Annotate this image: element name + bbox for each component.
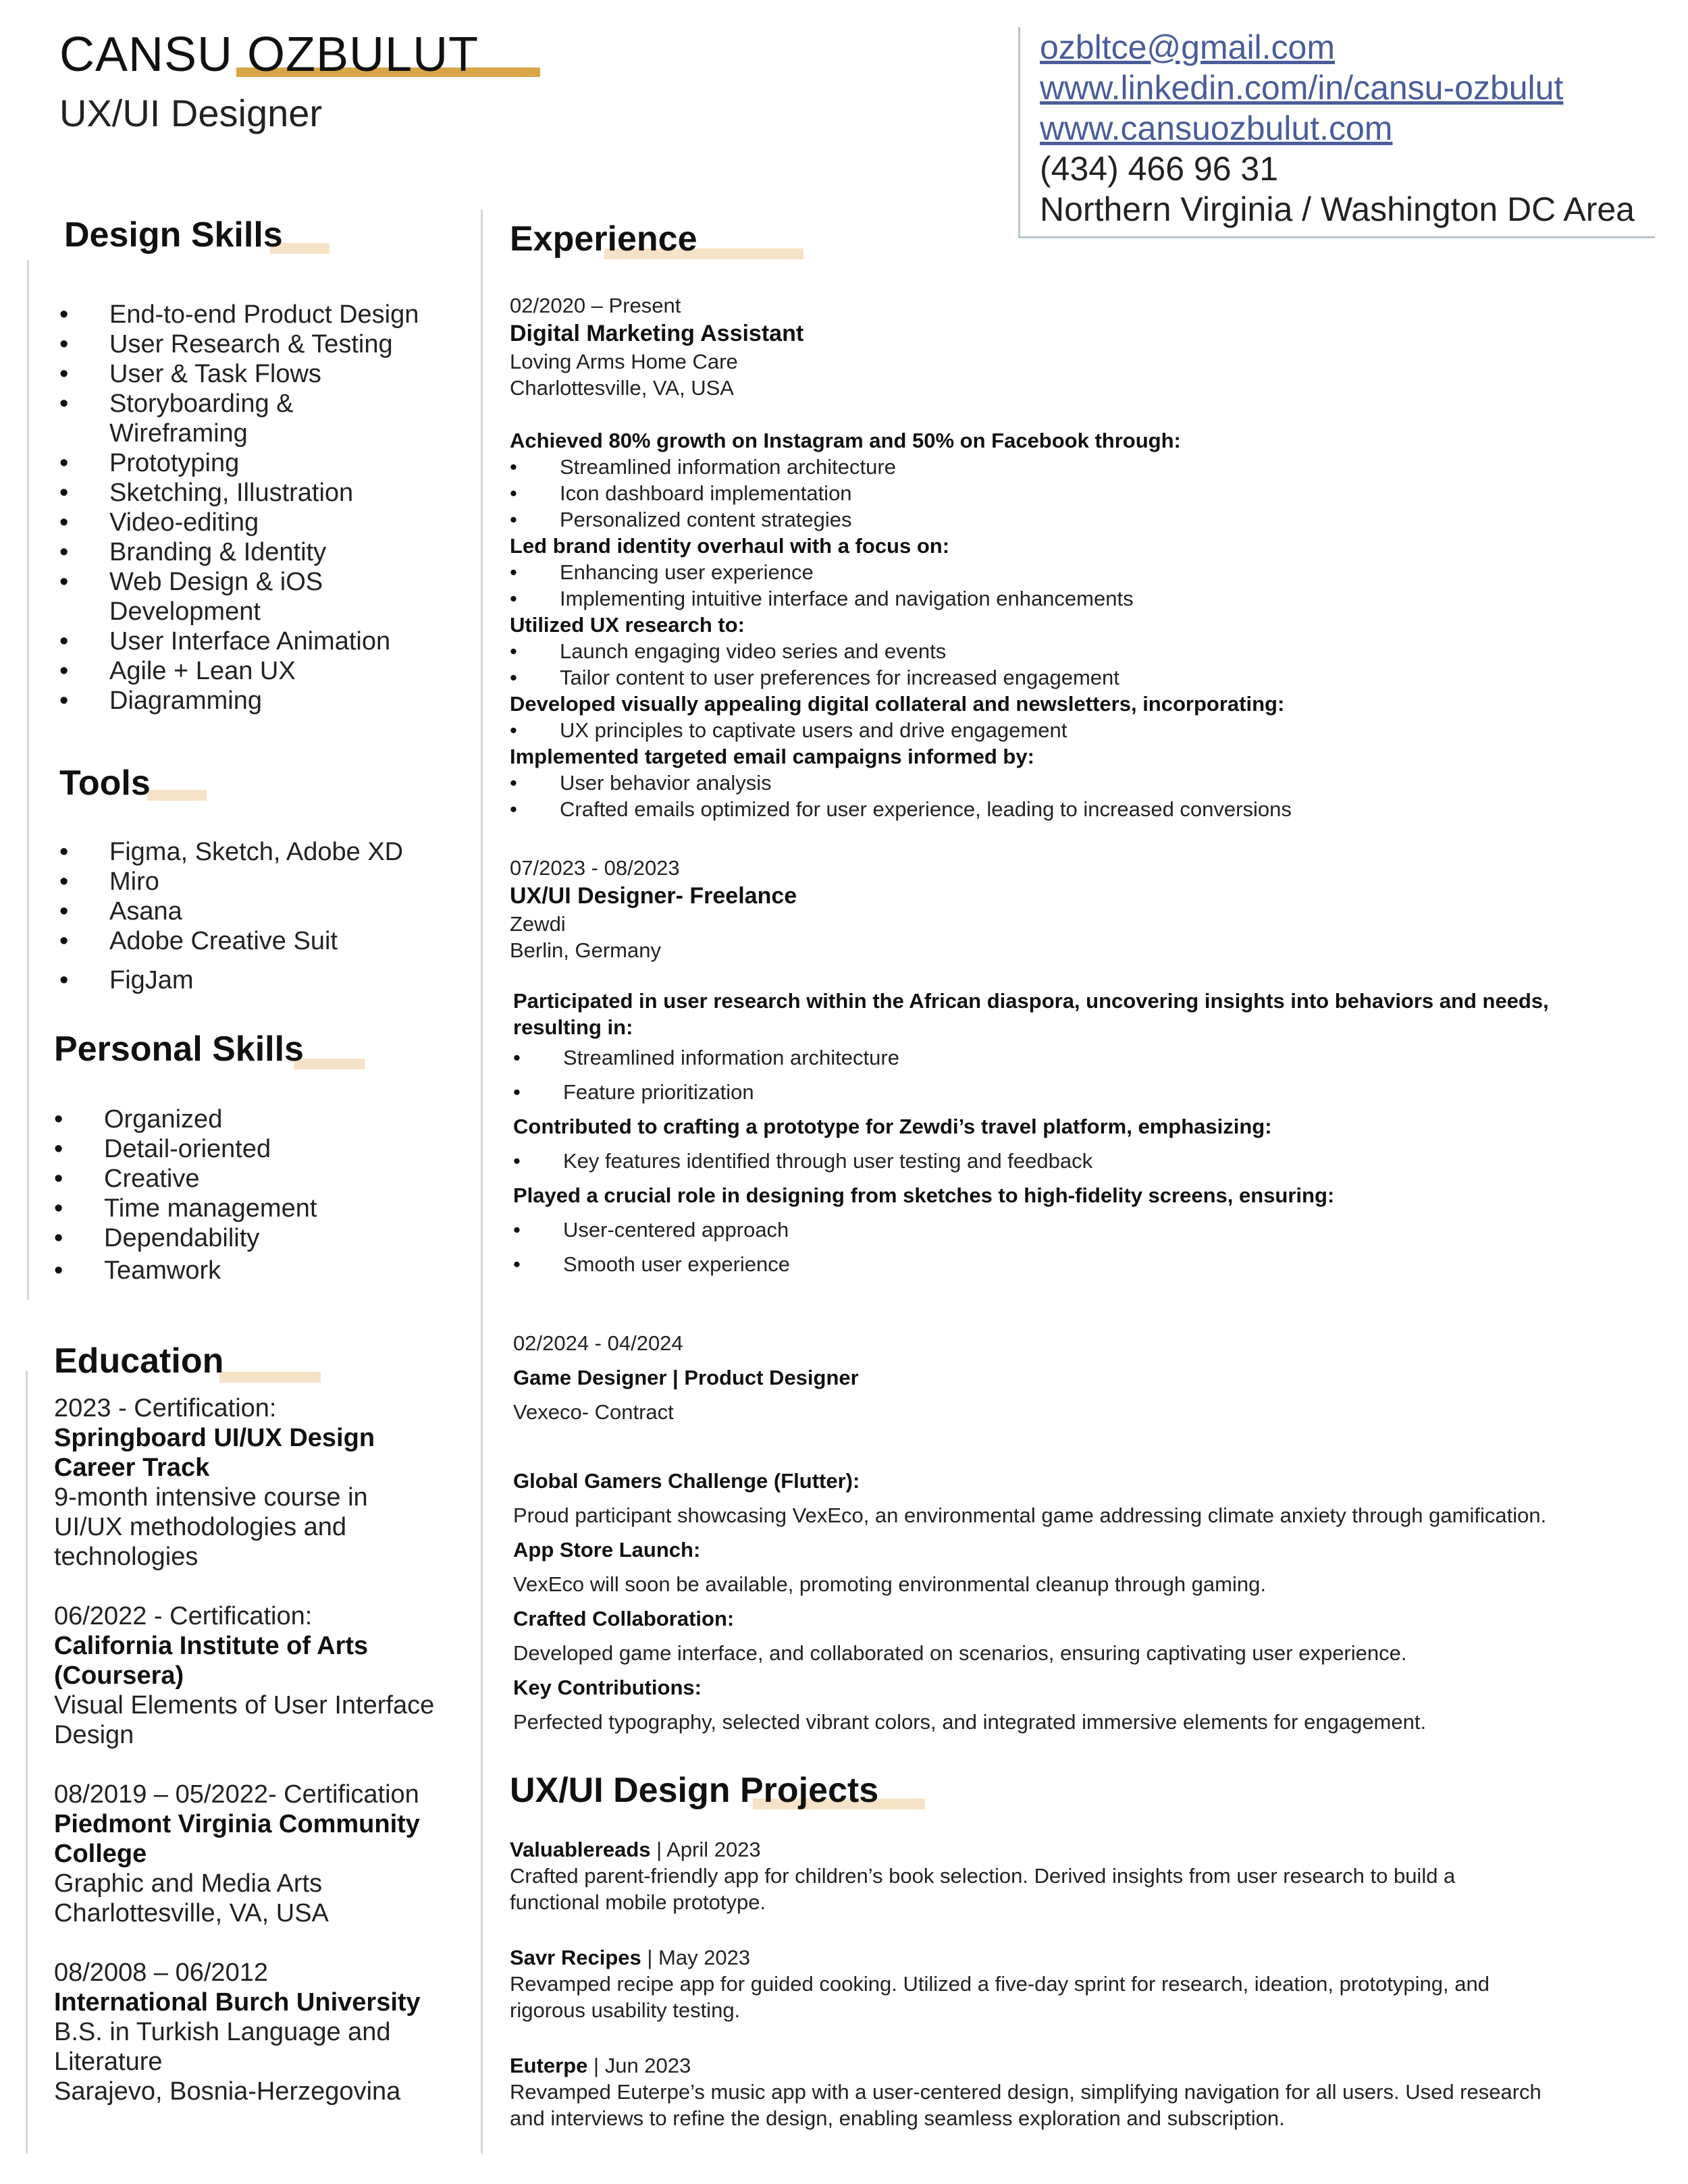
- list-item: • Branding & Identity: [59, 537, 478, 567]
- job-text: Proud participant showcasing VexEco, an environmental game addressing climate anxiety through gamification.: [513, 1503, 1547, 1527]
- job-title: Digital Marketing Assistant: [510, 321, 804, 346]
- job-1: [510, 292, 1658, 822]
- education-title: Education: [54, 1341, 224, 1381]
- project-title: Euterpe | Jun 2023: [510, 2054, 691, 2077]
- job-title: Game Designer | Product Designer: [513, 1366, 859, 1389]
- column-divider: [481, 209, 483, 2154]
- edu-detail: Graphic and Media Arts: [54, 1869, 323, 1898]
- edu-school: International Burch University: [54, 1988, 421, 2017]
- job-bullet: • Icon dashboard implementation: [510, 480, 1658, 506]
- edu-detail: technologies: [54, 1543, 199, 1571]
- list-item: • Web Design & iOS: [59, 567, 478, 597]
- list-item: • FigJam: [59, 965, 478, 995]
- phone-number: (434) 466 96 31: [1040, 150, 1279, 188]
- job-heading: Achieved 80% growth on Instagram and 50% on Facebook through:: [510, 429, 1181, 452]
- job-heading: Led brand identity overhaul with a focus on:: [510, 534, 950, 558]
- job-company: Vexeco- Contract: [513, 1400, 674, 1424]
- projects-title: UX/UI Design Projects: [510, 1771, 879, 1810]
- list-item: • Prototyping: [59, 448, 478, 478]
- job-heading: resulting in:: [513, 1015, 633, 1039]
- edu-school: Career Track: [54, 1454, 210, 1482]
- list-item: • Detail-oriented: [54, 1134, 473, 1164]
- job-location: Charlottesville, VA, USA: [510, 376, 734, 400]
- job-heading: Played a crucial role in designing from sketches to high-fidelity screens, ensuring:: [513, 1183, 1335, 1207]
- job-bullet: • User behavior analysis: [510, 770, 1658, 796]
- job-company: Loving Arms Home Care: [510, 350, 738, 373]
- personal-skills-bar: [294, 1059, 365, 1069]
- tools-bar: [147, 790, 207, 801]
- job-bullet: • Streamlined information architecture: [513, 1040, 1661, 1075]
- job-bullet: • Personalized content strategies: [510, 506, 1658, 533]
- list-item: • End-to-end Product Design: [59, 300, 478, 329]
- edu-detail: B.S. in Turkish Language and: [54, 2018, 391, 2046]
- edu-school: Springboard UI/UX Design: [54, 1424, 375, 1452]
- job-2-details: [513, 988, 1661, 1281]
- job-text: Perfected typography, selected vibrant colors, and integrated immersive elements for engagement.: [513, 1710, 1427, 1734]
- list-item: • User Interface Animation: [59, 627, 478, 656]
- job-bullet: • Enhancing user experience: [510, 559, 1658, 585]
- education-list: [54, 1393, 473, 2106]
- list-item: • Diagramming: [59, 686, 478, 716]
- design-skills-list: [59, 300, 478, 716]
- job-bullet: • User-centered approach: [513, 1213, 1661, 1247]
- list-item-continuation: Wireframing: [109, 419, 248, 448]
- personal-skills-title: Personal Skills: [54, 1030, 304, 1069]
- job-bullet: • Crafted emails optimized for user experience, leading to increased conversions: [510, 796, 1658, 822]
- edu-date: 08/2008 – 06/2012: [54, 1959, 268, 1987]
- list-item: • Agile + Lean UX: [59, 656, 478, 686]
- job-heading: App Store Launch:: [513, 1538, 701, 1562]
- job-bullet: • Streamlined information architecture: [510, 454, 1658, 480]
- list-item: • Dependability: [54, 1223, 473, 1253]
- email-link[interactable]: ozbltce@gmail.com: [1040, 28, 1336, 66]
- edu-date: 2023 - Certification:: [54, 1394, 277, 1422]
- job-bullet: • Tailor content to user preferences for increased engagement: [510, 664, 1658, 691]
- edu-detail: Charlottesville, VA, USA: [54, 1899, 329, 1927]
- job-heading: Global Gamers Challenge (Flutter):: [513, 1469, 860, 1493]
- edu-detail: Literature: [54, 2048, 163, 2076]
- job-date: 02/2020 – Present: [510, 294, 681, 317]
- projects-list: [510, 1836, 1658, 2131]
- list-item: • Video-editing: [59, 508, 478, 537]
- edu-detail: UI/UX methodologies and: [54, 1513, 347, 1541]
- job-heading: Utilized UX research to:: [510, 613, 745, 637]
- experience-title: Experience: [510, 219, 697, 259]
- job-heading: Key Contributions:: [513, 1676, 702, 1699]
- project-title: Valuablereads | April 2023: [510, 1838, 761, 1861]
- candidate-name: CANSU OZBULUT: [59, 28, 479, 82]
- candidate-role: UX/UI Designer: [59, 92, 323, 134]
- personal-skills-list: [54, 1104, 473, 1285]
- job-heading: Crafted Collaboration:: [513, 1607, 735, 1630]
- job-3: [513, 1326, 1661, 1739]
- project-desc: Revamped recipe app for guided cooking. Utilized a five-day sprint for research, ideation, prototyping, and: [510, 1972, 1489, 1996]
- job-bullet: • Key features identified through user testing and feedback: [513, 1144, 1661, 1178]
- list-item: • Miro: [59, 867, 478, 897]
- job-date: 02/2024 - 04/2024: [513, 1331, 683, 1355]
- edu-detail: 9-month intensive course in: [54, 1483, 368, 1512]
- design-skills-title: Design Skills: [64, 215, 283, 255]
- list-item: • Organized: [54, 1104, 473, 1134]
- job-title: UX/UI Designer- Freelance: [510, 883, 797, 909]
- job-heading: Developed visually appealing digital collateral and newsletters, incorporating:: [510, 692, 1285, 716]
- project-desc: rigorous usability testing.: [510, 1998, 741, 2022]
- edu-school: College: [54, 1840, 147, 1868]
- list-item-continuation: Development: [109, 597, 261, 626]
- list-item: • User & Task Flows: [59, 359, 478, 389]
- job-bullet: • Implementing intuitive interface and navigation enhancements: [510, 585, 1658, 612]
- job-bullet: • UX principles to captivate users and drive engagement: [510, 717, 1658, 743]
- list-item: • Creative: [54, 1164, 473, 1194]
- tools-title: Tools: [59, 764, 151, 803]
- linkedin-link[interactable]: www.linkedin.com/in/cansu-ozbulut: [1040, 69, 1564, 107]
- edu-detail: Design: [54, 1721, 134, 1749]
- project-title: Savr Recipes | May 2023: [510, 1946, 751, 1969]
- list-item: • Storyboarding &: [59, 389, 478, 419]
- edu-school: Piedmont Virginia Community: [54, 1810, 420, 1838]
- project-desc: and interviews to refine the design, enabling seamless exploration and subscription.: [510, 2106, 1285, 2130]
- education-bar: [219, 1372, 321, 1383]
- project-desc: Crafted parent-friendly app for children’s book selection. Derived insights from user research to build a: [510, 1864, 1456, 1888]
- list-item: • Teamwork: [54, 1256, 473, 1285]
- job-bullet: • Smooth user experience: [513, 1247, 1661, 1281]
- left-divider: [27, 260, 29, 1300]
- list-item: • Sketching, Illustration: [59, 478, 478, 508]
- edu-date: 08/2019 – 05/2022- Certification: [54, 1780, 419, 1809]
- list-item: • User Research & Testing: [59, 329, 478, 359]
- job-date: 07/2023 - 08/2023: [510, 856, 680, 880]
- contact-block: [1040, 27, 1635, 230]
- list-item: • Figma, Sketch, Adobe XD: [59, 837, 478, 867]
- job-company: Zewdi: [510, 912, 566, 936]
- tools-list: [59, 837, 478, 995]
- edu-detail: Visual Elements of User Interface: [54, 1691, 435, 1720]
- project-desc: Revamped Euterpe’s music app with a user-centered design, simplifying navigation for all users. Used research: [510, 2080, 1541, 2104]
- job-heading: Participated in user research within the African diaspora, uncovering insights into behaviors and needs,: [513, 989, 1549, 1013]
- job-heading: Implemented targeted email campaigns informed by:: [510, 745, 1034, 768]
- job-bullet: • Launch engaging video series and events: [510, 638, 1658, 664]
- edu-school: California Institute of Arts: [54, 1632, 369, 1660]
- left-divider-lower: [26, 1370, 28, 2154]
- job-2: [510, 855, 1658, 963]
- job-text: VexEco will soon be available, promoting environmental cleanup through gaming.: [513, 1572, 1266, 1596]
- job-bullet: • Feature prioritization: [513, 1075, 1661, 1109]
- job-text: Developed game interface, and collaborated on scenarios, ensuring captivating user experience.: [513, 1641, 1407, 1665]
- project-desc: functional mobile prototype.: [510, 1890, 766, 1914]
- job-heading: Contributed to crafting a prototype for Zewdi’s travel platform, emphasizing:: [513, 1115, 1272, 1138]
- list-item: • Adobe Creative Suit: [59, 926, 478, 956]
- list-item: • Time management: [54, 1194, 473, 1223]
- list-item: • Asana: [59, 897, 478, 926]
- website-link[interactable]: www.cansuozbulut.com: [1040, 109, 1393, 147]
- edu-school: (Coursera): [54, 1661, 184, 1690]
- edu-detail: Sarajevo, Bosnia-Herzegovina: [54, 2077, 401, 2106]
- location: Northern Virginia / Washington DC Area: [1040, 190, 1635, 228]
- edu-date: 06/2022 - Certification:: [54, 1602, 313, 1630]
- job-location: Berlin, Germany: [510, 938, 661, 962]
